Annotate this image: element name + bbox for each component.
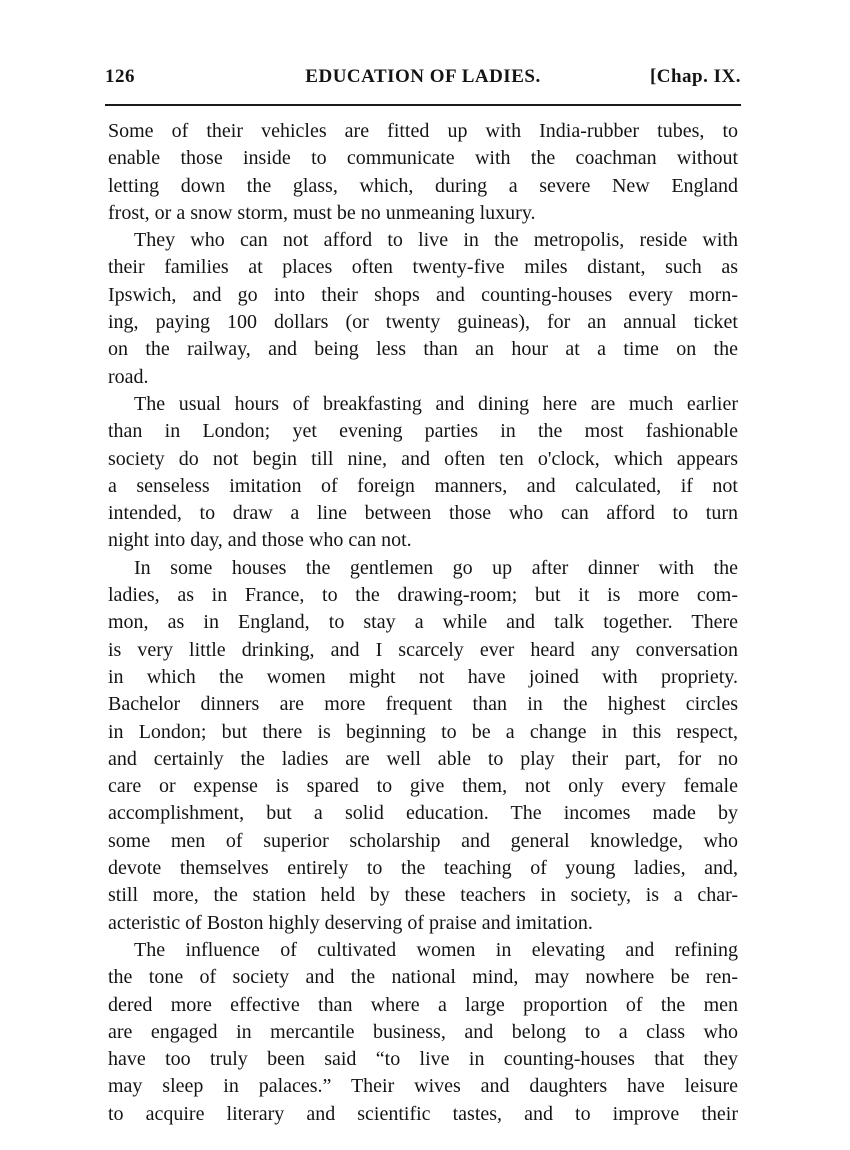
text-line: may sleep in palaces.” Their wives and daughters have leisure bbox=[108, 1075, 738, 1098]
text-line: are engaged in mercantile business, and belong to a class who bbox=[108, 1020, 738, 1043]
text-line: still more, the station held by these teachers in society, is a char- bbox=[108, 884, 738, 907]
text-line: care or expense is spared to give them, not only every female bbox=[108, 775, 738, 798]
page-number: 126 bbox=[105, 66, 135, 87]
text-line: dered more effective than where a large proportion of the men bbox=[108, 993, 738, 1016]
text-line: ing, paying 100 dollars (or twenty guineas), for an annual ticket bbox=[108, 311, 738, 334]
body-text bbox=[108, 118, 738, 1128]
running-title: EDUCATION OF LADIES. bbox=[305, 66, 541, 87]
text-line: night into day, and those who can not. bbox=[108, 529, 412, 552]
running-head bbox=[105, 66, 741, 94]
text-line: letting down the glass, which, during a severe New England bbox=[108, 174, 738, 197]
header-rule bbox=[105, 104, 741, 106]
text-line: enable those inside to communicate with the coachman without bbox=[108, 147, 738, 170]
text-line: The influence of cultivated women in elevating and refining bbox=[134, 938, 738, 961]
text-line: in which the women might not have joined with propriety. bbox=[108, 665, 738, 688]
text-line: ladies, as in France, to the drawing-room; but it is more com- bbox=[108, 584, 738, 607]
chapter-reference: [Chap. IX. bbox=[649, 66, 741, 87]
text-line: Bachelor dinners are more frequent than in the highest circles bbox=[108, 693, 738, 716]
text-line: is very little drinking, and I scarcely ever heard any conversation bbox=[108, 638, 738, 661]
text-line: frost, or a snow storm, must be no unmeaning luxury. bbox=[108, 201, 536, 224]
text-line: their families at places often twenty-five miles distant, such as bbox=[108, 256, 738, 279]
text-line: to acquire literary and scientific tastes, and to improve their bbox=[108, 1102, 738, 1125]
text-line: Ipswich, and go into their shops and counting-houses every morn- bbox=[108, 283, 738, 306]
text-line: some men of superior scholarship and general knowledge, who bbox=[108, 829, 738, 852]
text-line: acteristic of Boston highly deserving of praise and imitation. bbox=[108, 911, 593, 934]
paragraph bbox=[108, 227, 738, 391]
text-line: and certainly the ladies are well able to play their part, for no bbox=[108, 747, 738, 770]
text-line: mon, as in England, to stay a while and talk together. There bbox=[108, 611, 738, 634]
paragraph bbox=[108, 937, 738, 1128]
text-line: have too truly been said “to live in counting-houses that they bbox=[108, 1048, 738, 1071]
text-line: a senseless imitation of foreign manners, and calculated, if not bbox=[108, 474, 738, 497]
text-line: on the railway, and being less than an hour at a time on the bbox=[108, 338, 738, 361]
text-line: society do not begin till nine, and often ten o'clock, which appears bbox=[108, 447, 738, 470]
text-line: the tone of society and the national mind, may nowhere be ren- bbox=[108, 966, 738, 989]
paragraph bbox=[108, 118, 738, 227]
text-line: road. bbox=[108, 365, 149, 388]
text-line: in London; but there is beginning to be a change in this respect, bbox=[108, 720, 738, 743]
text-line: than in London; yet evening parties in the most fashionable bbox=[108, 420, 738, 443]
paragraph bbox=[108, 555, 738, 937]
text-line: intended, to draw a line between those who can afford to turn bbox=[108, 502, 738, 525]
text-line: Some of their vehicles are fitted up with India-rubber tubes, to bbox=[108, 120, 738, 142]
text-line: devote themselves entirely to the teaching of young ladies, and, bbox=[108, 857, 738, 880]
text-line: In some houses the gentlemen go up after dinner with the bbox=[134, 556, 738, 579]
text-line: They who can not afford to live in the metropolis, reside with bbox=[134, 229, 738, 252]
text-line: accomplishment, but a solid education. The incomes made by bbox=[108, 802, 738, 825]
paragraph bbox=[108, 391, 738, 555]
text-line: The usual hours of breakfasting and dining here are much earlier bbox=[134, 392, 738, 415]
